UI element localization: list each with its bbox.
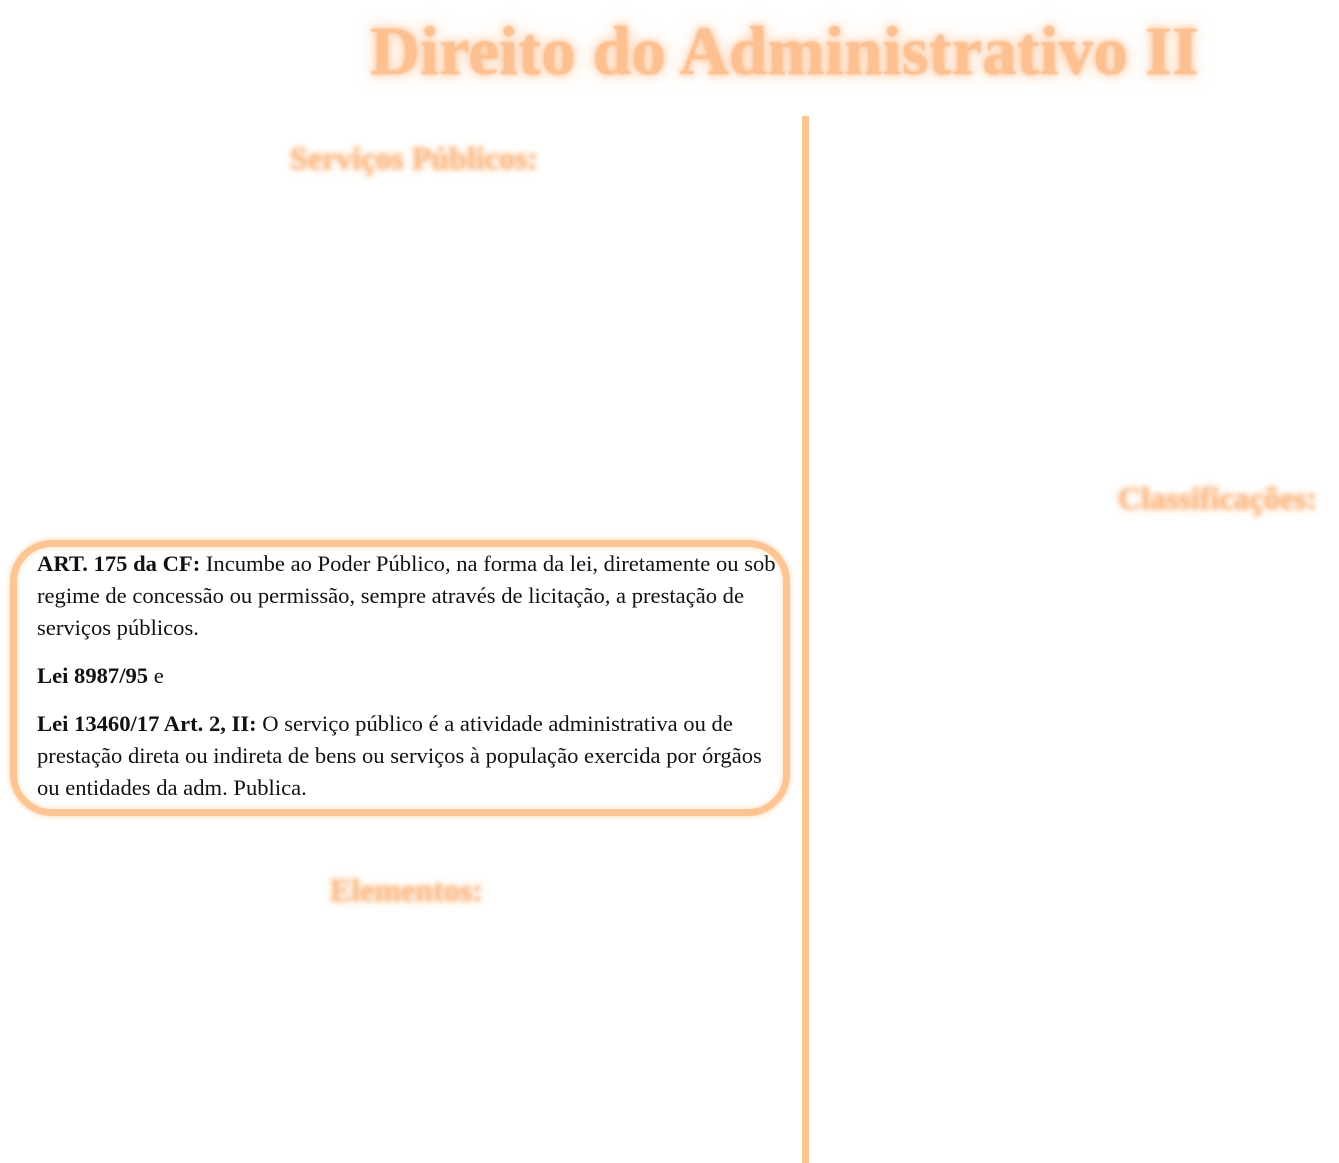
lei8987-text: e: [148, 663, 164, 688]
section-heading-classificacoes: Classificações:: [1118, 480, 1318, 516]
lei13460-label: Lei 13460/17 Art. 2, II:: [37, 711, 257, 736]
art175-text: Incumbe ao Poder Público, na forma da lei, diretamente ou sob regime de concessão ou permissão, sempre através de licitação, a prestação de serviços públicos.: [37, 551, 776, 640]
section-heading-servicos-publicos: Serviços Públicos:: [290, 140, 538, 176]
lei13460-text: O serviço público é a atividade administrativa ou de prestação direta ou indireta de bens ou serviços à população exercida por órgãos ou entidades da adm. Publica.: [37, 711, 762, 800]
lei8987-paragraph: [37, 660, 777, 692]
law-citation-text: [37, 548, 777, 820]
column-divider: [802, 116, 809, 1163]
section-heading-elementos: Elementos:: [330, 872, 483, 908]
lei13460-paragraph: [37, 708, 777, 804]
page-title: Direito do Administrativo II: [370, 13, 1199, 89]
lei8987-label: Lei 8987/95: [37, 663, 149, 688]
art175-label: ART. 175 da CF:: [37, 551, 201, 576]
art175-paragraph: [37, 548, 777, 644]
